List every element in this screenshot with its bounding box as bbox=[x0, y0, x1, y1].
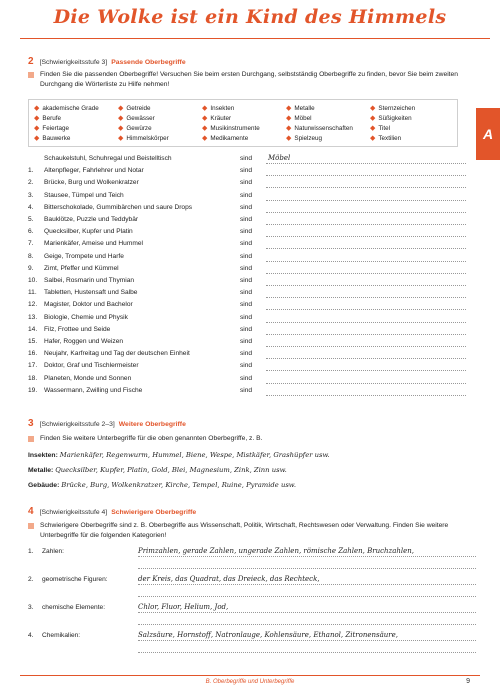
example-label: Metalle: bbox=[28, 467, 54, 474]
word-list-label: Getreide bbox=[126, 104, 151, 112]
question-number: 15. bbox=[28, 338, 38, 345]
word-list-label: Sternzeichen bbox=[378, 104, 416, 112]
example-row bbox=[28, 481, 478, 489]
question-row bbox=[28, 362, 468, 374]
sind-label: sind bbox=[240, 240, 253, 248]
word-list-label: Medikamente bbox=[210, 134, 249, 142]
diamond-bullet-icon: ◆ bbox=[286, 125, 292, 132]
question-row bbox=[28, 350, 468, 362]
category-number: 4. bbox=[28, 632, 34, 639]
sind-label: sind bbox=[240, 301, 253, 309]
question-row bbox=[28, 277, 468, 289]
question-number: 10. bbox=[28, 277, 38, 284]
diamond-bullet-icon: ◆ bbox=[118, 125, 124, 132]
question-number: 18. bbox=[28, 374, 38, 382]
answer-line[interactable] bbox=[266, 212, 466, 213]
sind-label: sind bbox=[240, 374, 253, 382]
section-3-instruction bbox=[28, 434, 468, 444]
chapter-tab: A bbox=[476, 108, 500, 160]
example-row bbox=[28, 451, 478, 459]
section-title: Passende Oberbegriffe bbox=[111, 59, 186, 66]
question-text: Bauklötze, Puzzle und Teddybär bbox=[44, 216, 139, 223]
diamond-bullet-icon: ◆ bbox=[202, 135, 208, 142]
word-list-label: akademische Grade bbox=[42, 104, 99, 112]
question-row bbox=[28, 253, 468, 265]
word-list-label: Gewürze bbox=[126, 124, 152, 132]
category-row bbox=[28, 545, 478, 571]
question-row bbox=[28, 240, 468, 252]
diamond-bullet-icon: ◆ bbox=[34, 115, 40, 122]
question-text: Neujahr, Karfreitag und Tag der deutschen Einheit bbox=[44, 350, 190, 358]
answer-line[interactable] bbox=[138, 640, 476, 641]
answer-line[interactable] bbox=[266, 383, 466, 384]
footer-rule bbox=[20, 675, 480, 676]
sind-label: sind bbox=[240, 386, 253, 394]
word-list-item bbox=[202, 133, 286, 143]
question-text: Brücke, Burg und Wolkenkratzer bbox=[44, 179, 139, 187]
question-number: 13. bbox=[28, 313, 38, 321]
answer-line[interactable] bbox=[138, 652, 476, 653]
question-row bbox=[28, 216, 468, 228]
word-list-item bbox=[34, 133, 118, 143]
word-list-item bbox=[370, 113, 454, 123]
diamond-bullet-icon: ◆ bbox=[202, 105, 208, 112]
question-text: Marienkäfer, Ameise und Hummel bbox=[44, 240, 143, 248]
word-list-label: Spielzeug bbox=[294, 134, 323, 142]
answer-line[interactable] bbox=[266, 175, 466, 176]
answer-line[interactable] bbox=[138, 568, 476, 569]
footer-text: B. Oberbegriffe und Unterbegriffe bbox=[205, 679, 295, 685]
word-list-label: Feiertage bbox=[42, 124, 69, 132]
diamond-bullet-icon: ◆ bbox=[118, 115, 124, 122]
question-row bbox=[28, 265, 468, 277]
word-list-label: Bauwerke bbox=[42, 134, 71, 142]
handwritten-answer: Marienkäfer, Regenwurm, Hummel, Biene, Wespe, Mistkäfer, Grashüpfer usw. bbox=[59, 451, 330, 459]
sind-label: sind bbox=[240, 338, 253, 345]
page-title: Die Wolke ist ein Kind des Himmels bbox=[53, 6, 447, 28]
answer-line[interactable] bbox=[266, 224, 466, 225]
question-text: Geige, Trompete und Harfe bbox=[44, 252, 124, 260]
handwritten-answer: Primzahlen, gerade Zahlen, ungerade Zahlen, römische Zahlen, Bruchzahlen, bbox=[138, 547, 415, 555]
question-text: Altenpfleger, Fahrlehrer und Notar bbox=[44, 167, 144, 175]
question-row bbox=[28, 301, 468, 313]
question-row bbox=[28, 155, 468, 167]
category-row bbox=[28, 629, 478, 655]
section-number: 3 bbox=[28, 418, 34, 429]
handwritten-answer: Quecksilber, Kupfer, Platin, Gold, Blei, Magnesium, Zink, Zinn usw. bbox=[55, 466, 287, 474]
answer-line[interactable] bbox=[266, 248, 466, 249]
diamond-bullet-icon: ◆ bbox=[286, 105, 292, 112]
handwritten-answer: Salzsäure, Hornstoff, Natronlauge, Kohlensäure, Ethanol, Zitronensäure, bbox=[138, 631, 398, 639]
question-row bbox=[28, 314, 468, 326]
answer-line[interactable] bbox=[138, 624, 476, 625]
answer-line[interactable] bbox=[138, 596, 476, 597]
answer-line[interactable] bbox=[266, 187, 466, 188]
question-text: Tabletten, Hustensaft und Salbe bbox=[44, 289, 138, 297]
bullet-square-icon bbox=[28, 523, 34, 529]
word-list-item bbox=[202, 113, 286, 123]
question-text: Filz, Frottee und Seide bbox=[44, 325, 111, 333]
diamond-bullet-icon: ◆ bbox=[118, 105, 124, 112]
answer-line[interactable] bbox=[266, 346, 466, 347]
diamond-bullet-icon: ◆ bbox=[370, 135, 376, 142]
section-title: Weitere Oberbegriffe bbox=[118, 421, 186, 428]
word-list-label: Musikinstrumente bbox=[210, 124, 260, 132]
section-2-header bbox=[28, 56, 186, 67]
question-text: Salbei, Rosmarin und Thymian bbox=[44, 277, 135, 284]
diamond-bullet-icon: ◆ bbox=[370, 105, 376, 112]
category-number: 1. bbox=[28, 548, 34, 555]
question-row bbox=[28, 179, 468, 191]
question-number: 4. bbox=[28, 203, 34, 211]
answer-line[interactable] bbox=[266, 370, 466, 371]
word-list-item bbox=[34, 103, 118, 113]
sind-label: sind bbox=[240, 362, 253, 370]
question-text: Schaukelstuhl, Schuhregal und Beistelltisch bbox=[44, 155, 172, 162]
diamond-bullet-icon: ◆ bbox=[34, 125, 40, 132]
word-list-item bbox=[118, 113, 202, 123]
diamond-bullet-icon: ◆ bbox=[34, 135, 40, 142]
word-list-item bbox=[286, 103, 370, 113]
question-text: Planeten, Monde und Sonnen bbox=[44, 374, 132, 382]
word-list-label: Gewässer bbox=[126, 114, 155, 122]
question-number: 9. bbox=[28, 264, 34, 272]
category-row bbox=[28, 601, 478, 627]
answer-line[interactable] bbox=[266, 261, 466, 262]
question-text: Zimt, Pfeffer und Kümmel bbox=[44, 264, 119, 272]
word-list-item bbox=[286, 133, 370, 143]
word-list-item bbox=[370, 133, 454, 143]
category-label: Zahlen: bbox=[42, 548, 64, 555]
answer-line[interactable] bbox=[266, 163, 466, 164]
section-number: 4 bbox=[28, 506, 34, 517]
question-number: 7. bbox=[28, 240, 34, 248]
example-label: Gebäude: bbox=[28, 482, 60, 489]
diamond-bullet-icon: ◆ bbox=[286, 115, 292, 122]
sind-label: sind bbox=[240, 350, 253, 358]
question-text: Stausee, Tümpel und Teich bbox=[44, 191, 124, 199]
word-list-item bbox=[370, 103, 454, 113]
handwritten-answer: der Kreis, das Quadrat, das Dreieck, das Rechteck, bbox=[138, 575, 320, 583]
instruction-text: Finden Sie weitere Unterbegriffe für die oben genannten Oberbegriffe, z. B. bbox=[40, 435, 263, 442]
word-list-label: Möbel bbox=[294, 114, 312, 122]
question-text: Biologie, Chemie und Physik bbox=[44, 313, 128, 321]
answer-line[interactable] bbox=[266, 395, 466, 396]
diamond-bullet-icon: ◆ bbox=[370, 115, 376, 122]
word-list-item bbox=[34, 113, 118, 123]
question-text: Doktor, Graf und Tischlermeister bbox=[44, 362, 139, 370]
sind-label: sind bbox=[240, 289, 253, 297]
question-number: 12. bbox=[28, 301, 38, 309]
question-row bbox=[28, 228, 468, 240]
question-number: 11. bbox=[28, 289, 37, 297]
sind-label: sind bbox=[240, 203, 253, 211]
word-list-label: Naturwissenschaften bbox=[294, 124, 353, 132]
handwritten-answer: Möbel bbox=[268, 154, 291, 162]
question-row bbox=[28, 387, 468, 399]
question-row bbox=[28, 167, 468, 179]
question-number: 17. bbox=[28, 362, 38, 370]
diamond-bullet-icon: ◆ bbox=[286, 135, 292, 142]
category-label: chemische Elemente: bbox=[42, 604, 106, 611]
word-list-item bbox=[286, 113, 370, 123]
word-list-label: Kräuter bbox=[210, 114, 232, 122]
sind-label: sind bbox=[240, 179, 253, 187]
example-label: Insekten: bbox=[28, 452, 58, 459]
diamond-bullet-icon: ◆ bbox=[34, 105, 40, 112]
question-number: 6. bbox=[28, 228, 34, 236]
answer-line[interactable] bbox=[266, 200, 466, 201]
word-list-item bbox=[118, 103, 202, 113]
difficulty-level: [Schwierigkeitsstufe 4] bbox=[39, 509, 108, 516]
category-number: 3. bbox=[28, 604, 34, 611]
category-label: geometrische Figuren: bbox=[42, 576, 108, 583]
word-list-label: Berufe bbox=[42, 114, 61, 122]
word-list-item bbox=[286, 123, 370, 133]
question-row bbox=[28, 326, 468, 338]
question-text: Wassermann, Zwilling und Fische bbox=[44, 386, 143, 394]
handwritten-answer: Chlor, Fluor, Helium, Jod, bbox=[138, 603, 229, 611]
diamond-bullet-icon: ◆ bbox=[202, 125, 208, 132]
answer-line[interactable] bbox=[266, 297, 466, 298]
word-list-label: Süßigkeiten bbox=[378, 114, 412, 122]
question-row bbox=[28, 375, 468, 387]
sind-label: sind bbox=[240, 325, 253, 333]
answer-line[interactable] bbox=[266, 273, 466, 274]
question-text: Quecksilber, Kupfer und Platin bbox=[44, 228, 133, 236]
sind-label: sind bbox=[240, 216, 253, 223]
word-list-item bbox=[34, 123, 118, 133]
answer-line[interactable] bbox=[266, 236, 466, 237]
sind-label: sind bbox=[240, 155, 253, 162]
section-title: Schwierigere Oberbegriffe bbox=[111, 509, 197, 516]
answer-line[interactable] bbox=[266, 334, 466, 335]
sind-label: sind bbox=[240, 277, 253, 284]
diamond-bullet-icon: ◆ bbox=[202, 115, 208, 122]
answer-line[interactable] bbox=[266, 358, 466, 359]
word-list-box bbox=[28, 99, 458, 147]
question-row bbox=[28, 192, 468, 204]
difficulty-level: [Schwierigkeitsstufe 3] bbox=[39, 59, 108, 66]
instruction-text: Schwierigere Oberbegriffe sind z. B. Oberbegriffe aus Wissenschaft, Politik, Wirtschaft, Rechtswesen oder Verwaltung. Finden Sie weitere Unterbegriffe für die folgenden Kategorien! bbox=[40, 522, 449, 539]
word-list-item bbox=[118, 133, 202, 143]
word-list-label: Titel bbox=[378, 124, 391, 132]
word-list-item bbox=[370, 123, 454, 133]
answer-line[interactable] bbox=[138, 556, 476, 557]
sind-label: sind bbox=[240, 264, 253, 272]
answer-line[interactable] bbox=[266, 322, 466, 323]
question-number: 16. bbox=[28, 350, 38, 358]
question-row bbox=[28, 338, 468, 350]
sind-label: sind bbox=[240, 228, 253, 236]
answer-line[interactable] bbox=[266, 309, 466, 310]
example-row bbox=[28, 466, 478, 474]
question-number: 8. bbox=[28, 252, 34, 260]
question-number: 2. bbox=[28, 179, 34, 187]
page-number: 9 bbox=[466, 678, 470, 685]
section-4-instruction bbox=[28, 521, 468, 540]
word-list-label: Metalle bbox=[294, 104, 315, 112]
instruction-text: Finden Sie die passenden Oberbegriffe! Versuchen Sie beim ersten Durchgang, selbstständig Oberbegriffe zu finden, bevor Sie beim zweiten Durchgang die Wörterliste zu Hilfe nehmen! bbox=[40, 71, 458, 88]
question-row bbox=[28, 289, 468, 301]
question-number: 19. bbox=[28, 386, 38, 394]
diamond-bullet-icon: ◆ bbox=[118, 135, 124, 142]
handwritten-answer: Brücke, Burg, Wolkenkratzer, Kirche, Tempel, Ruine, Pyramide usw. bbox=[61, 481, 296, 489]
category-row bbox=[28, 573, 478, 599]
question-text: Bitterschokolade, Gummibärchen und saure Drops bbox=[44, 203, 193, 211]
section-2-instruction bbox=[28, 70, 468, 89]
title-rule bbox=[20, 38, 490, 39]
sind-label: sind bbox=[240, 313, 253, 321]
question-row bbox=[28, 204, 468, 216]
word-list-item bbox=[202, 103, 286, 113]
word-list-label: Textilien bbox=[378, 134, 402, 142]
word-list-label: Insekten bbox=[210, 104, 235, 112]
question-number: 3. bbox=[28, 191, 34, 199]
question-text: Hafer, Roggen und Weizen bbox=[44, 338, 124, 345]
category-label: Chemikalien: bbox=[42, 632, 81, 639]
word-list-label: Himmelskörper bbox=[126, 134, 169, 142]
sind-label: sind bbox=[240, 252, 253, 260]
sind-label: sind bbox=[240, 167, 253, 175]
word-list-item bbox=[118, 123, 202, 133]
answer-line[interactable] bbox=[138, 584, 476, 585]
sind-label: sind bbox=[240, 191, 253, 199]
bullet-square-icon bbox=[28, 72, 34, 78]
answer-line[interactable] bbox=[266, 285, 466, 286]
section-3-header bbox=[28, 418, 186, 429]
question-number: 1. bbox=[28, 167, 34, 175]
question-text: Magister, Doktor und Bachelor bbox=[44, 301, 133, 309]
category-number: 2. bbox=[28, 576, 34, 583]
question-number: 14. bbox=[28, 325, 38, 333]
section-4-header bbox=[28, 506, 196, 517]
diamond-bullet-icon: ◆ bbox=[370, 125, 376, 132]
difficulty-level: [Schwierigkeitsstufe 2–3] bbox=[39, 421, 115, 428]
word-list-item bbox=[202, 123, 286, 133]
section-number: 2 bbox=[28, 56, 34, 67]
answer-line[interactable] bbox=[138, 612, 476, 613]
question-number: 5. bbox=[28, 216, 34, 223]
bullet-square-icon bbox=[28, 436, 34, 442]
